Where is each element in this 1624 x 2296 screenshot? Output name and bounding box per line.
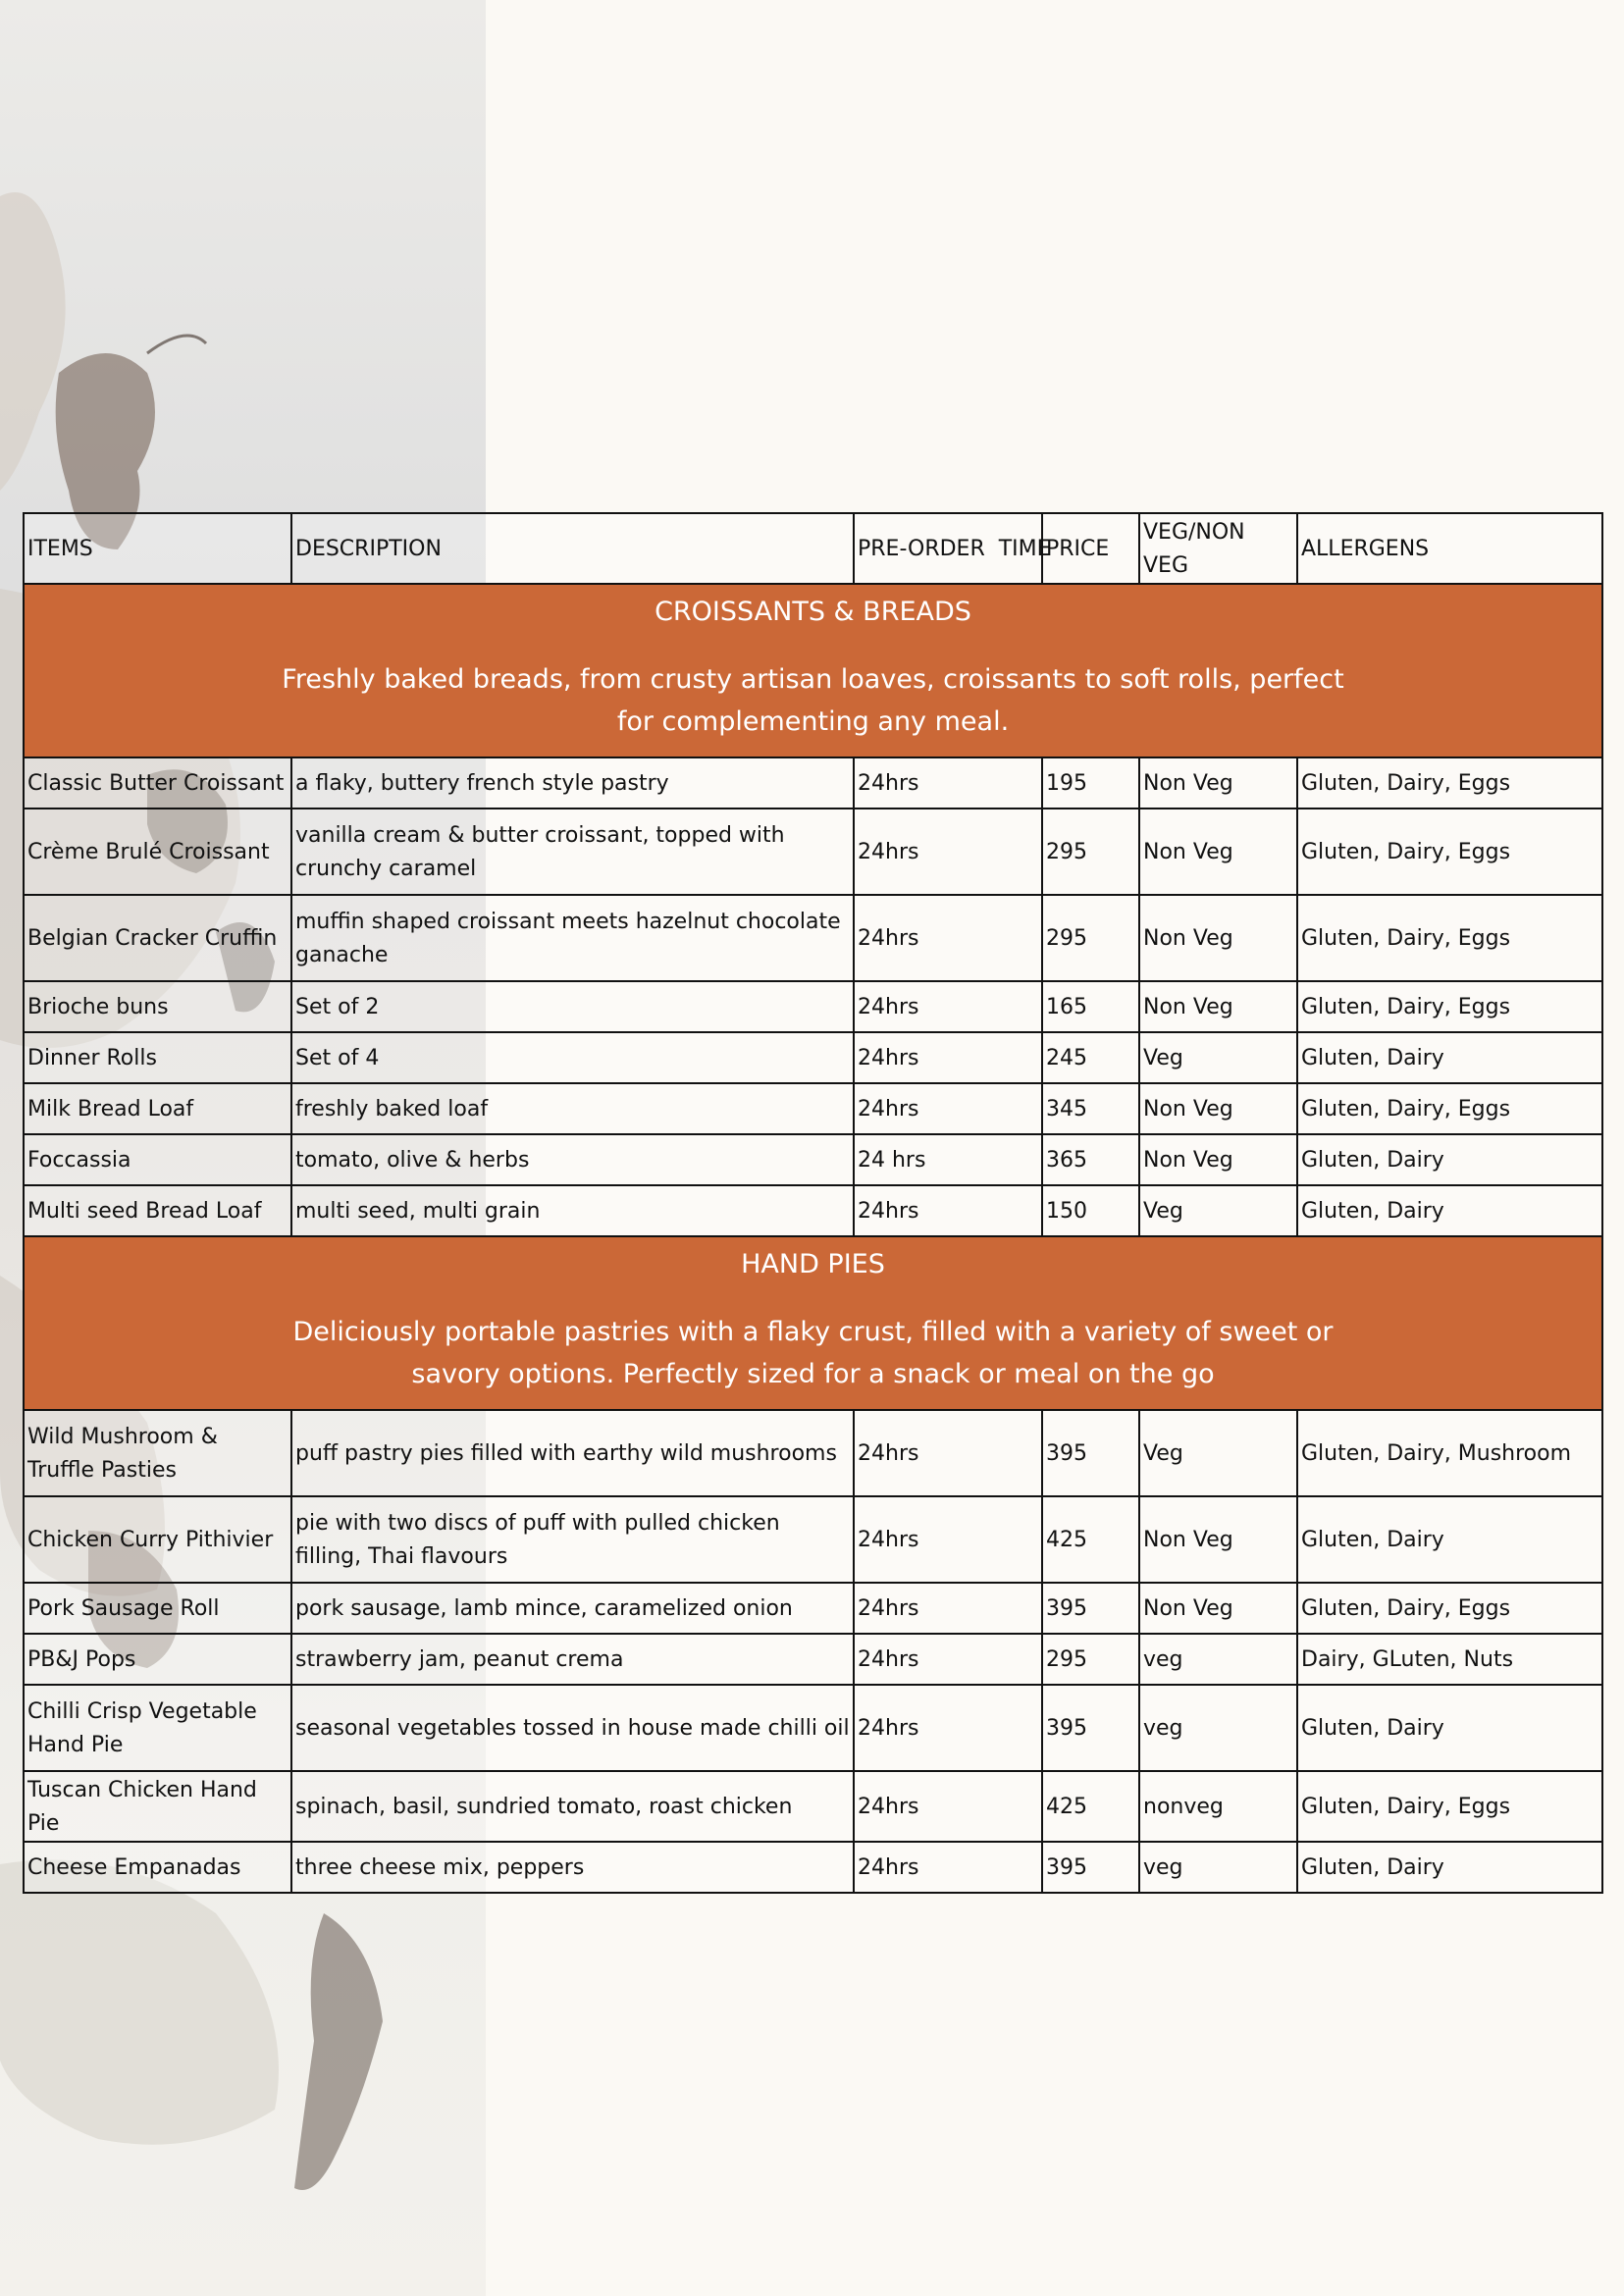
table-row: [24, 1032, 1602, 1083]
item-preorder-time: 24hrs: [854, 1410, 1042, 1496]
item-allergens: Gluten, Dairy: [1297, 1496, 1602, 1583]
item-preorder-time: 24hrs: [854, 1583, 1042, 1634]
item-description: seasonal vegetables tossed in house made chilli oil: [291, 1685, 854, 1771]
item-description: a flaky, buttery french style pastry: [291, 757, 854, 809]
item-allergens: Gluten, Dairy, Mushroom: [1297, 1410, 1602, 1496]
item-allergens: Gluten, Dairy, Eggs: [1297, 981, 1602, 1032]
section-header-row: [24, 584, 1602, 757]
item-name: Wild Mushroom & Truffle Pasties: [24, 1410, 291, 1496]
header-veg-non-veg: VEG/NON VEG: [1139, 513, 1297, 584]
item-description: muffin shaped croissant meets hazelnut chocolate ganache: [291, 895, 854, 981]
item-veg-type: Veg: [1139, 1185, 1297, 1236]
table-row: [24, 981, 1602, 1032]
item-price: 165: [1042, 981, 1139, 1032]
item-preorder-time: 24hrs: [854, 981, 1042, 1032]
table-row: [24, 895, 1602, 981]
item-name: Crème Brulé Croissant: [24, 809, 291, 895]
item-veg-type: Non Veg: [1139, 981, 1297, 1032]
header-preorder-time: PRE-ORDER TIME: [854, 513, 1042, 584]
item-veg-type: Non Veg: [1139, 1134, 1297, 1185]
item-description: pie with two discs of puff with pulled chicken filling, Thai flavours: [291, 1496, 854, 1583]
item-allergens: Gluten, Dairy, Eggs: [1297, 1583, 1602, 1634]
table-row: [24, 1134, 1602, 1185]
table-row: [24, 1634, 1602, 1685]
item-price: 345: [1042, 1083, 1139, 1134]
item-name: PB&J Pops: [24, 1634, 291, 1685]
item-price: 395: [1042, 1842, 1139, 1893]
table-row: [24, 757, 1602, 809]
table-row: [24, 1583, 1602, 1634]
item-description: Set of 4: [291, 1032, 854, 1083]
item-description: vanilla cream & butter croissant, topped with crunchy caramel: [291, 809, 854, 895]
item-price: 295: [1042, 895, 1139, 981]
item-preorder-time: 24hrs: [854, 1771, 1042, 1842]
item-price: 195: [1042, 757, 1139, 809]
item-name: Chilli Crisp Vegetable Hand Pie: [24, 1685, 291, 1771]
item-veg-type: Non Veg: [1139, 1083, 1297, 1134]
section-description: Deliciously portable pastries with a flaky crust, filled with a variety of sweet or savory options. Perfectly sized for a snack or meal on the go: [292, 1317, 1334, 1389]
item-preorder-time: 24hrs: [854, 1842, 1042, 1893]
item-preorder-time: 24 hrs: [854, 1134, 1042, 1185]
header-allergens: ALLERGENS: [1297, 513, 1602, 584]
table-row: [24, 1842, 1602, 1893]
item-description: spinach, basil, sundried tomato, roast chicken: [291, 1771, 854, 1842]
item-description: strawberry jam, peanut crema: [291, 1634, 854, 1685]
item-veg-type: Non Veg: [1139, 757, 1297, 809]
item-description: Set of 2: [291, 981, 854, 1032]
item-preorder-time: 24hrs: [854, 1032, 1042, 1083]
header-items: ITEMS: [24, 513, 291, 584]
item-description: puff pastry pies filled with earthy wild mushrooms: [291, 1410, 854, 1496]
section-band-hand-pies: [24, 1236, 1602, 1410]
item-preorder-time: 24hrs: [854, 1685, 1042, 1771]
item-allergens: Dairy, GLuten, Nuts: [1297, 1634, 1602, 1685]
item-allergens: Gluten, Dairy: [1297, 1185, 1602, 1236]
table-row: [24, 1185, 1602, 1236]
item-description: freshly baked loaf: [291, 1083, 854, 1134]
item-name: Foccassia: [24, 1134, 291, 1185]
item-preorder-time: 24hrs: [854, 1634, 1042, 1685]
item-allergens: Gluten, Dairy: [1297, 1842, 1602, 1893]
item-description: tomato, olive & herbs: [291, 1134, 854, 1185]
item-name: Classic Butter Croissant: [24, 757, 291, 809]
item-description: three cheese mix, peppers: [291, 1842, 854, 1893]
item-name: Tuscan Chicken Hand Pie: [24, 1771, 291, 1842]
item-veg-type: Non Veg: [1139, 1496, 1297, 1583]
item-preorder-time: 24hrs: [854, 1496, 1042, 1583]
item-price: 395: [1042, 1583, 1139, 1634]
item-veg-type: veg: [1139, 1634, 1297, 1685]
item-preorder-time: 24hrs: [854, 1185, 1042, 1236]
item-name: Brioche buns: [24, 981, 291, 1032]
header-price: PRICE: [1042, 513, 1139, 584]
item-price: 245: [1042, 1032, 1139, 1083]
item-name: Belgian Cracker Cruffin: [24, 895, 291, 981]
item-allergens: Gluten, Dairy, Eggs: [1297, 757, 1602, 809]
section-band-croissants: [24, 584, 1602, 757]
item-allergens: Gluten, Dairy: [1297, 1134, 1602, 1185]
item-price: 395: [1042, 1410, 1139, 1496]
item-veg-type: veg: [1139, 1842, 1297, 1893]
item-description: multi seed, multi grain: [291, 1185, 854, 1236]
item-allergens: Gluten, Dairy, Eggs: [1297, 809, 1602, 895]
section-title: HAND PIES: [741, 1249, 885, 1279]
item-veg-type: Non Veg: [1139, 895, 1297, 981]
item-name: Chicken Curry Pithivier: [24, 1496, 291, 1583]
table-header-row: [24, 513, 1602, 584]
item-veg-type: Non Veg: [1139, 809, 1297, 895]
item-preorder-time: 24hrs: [854, 757, 1042, 809]
item-veg-type: Veg: [1139, 1032, 1297, 1083]
item-name: Dinner Rolls: [24, 1032, 291, 1083]
menu-table: [23, 512, 1603, 1894]
section-description: Freshly baked breads, from crusty artisan loaves, croissants to soft rolls, perfect for complementing any meal.: [282, 664, 1344, 737]
item-price: 295: [1042, 809, 1139, 895]
item-veg-type: Non Veg: [1139, 1583, 1297, 1634]
table-row: [24, 1496, 1602, 1583]
item-price: 295: [1042, 1634, 1139, 1685]
item-price: 395: [1042, 1685, 1139, 1771]
table-row: [24, 1771, 1602, 1842]
item-veg-type: nonveg: [1139, 1771, 1297, 1842]
item-description: pork sausage, lamb mince, caramelized onion: [291, 1583, 854, 1634]
item-name: Milk Bread Loaf: [24, 1083, 291, 1134]
item-name: Multi seed Bread Loaf: [24, 1185, 291, 1236]
item-price: 365: [1042, 1134, 1139, 1185]
item-price: 425: [1042, 1771, 1139, 1842]
item-price: 425: [1042, 1496, 1139, 1583]
item-preorder-time: 24hrs: [854, 1083, 1042, 1134]
item-allergens: Gluten, Dairy, Eggs: [1297, 1771, 1602, 1842]
item-name: Pork Sausage Roll: [24, 1583, 291, 1634]
section-title: CROISSANTS & BREADS: [655, 597, 971, 627]
section-header-row: [24, 1236, 1602, 1410]
table-row: [24, 1083, 1602, 1134]
item-price: 150: [1042, 1185, 1139, 1236]
table-row: [24, 1410, 1602, 1496]
table-row: [24, 809, 1602, 895]
item-allergens: Gluten, Dairy, Eggs: [1297, 1083, 1602, 1134]
table-row: [24, 1685, 1602, 1771]
item-preorder-time: 24hrs: [854, 895, 1042, 981]
item-allergens: Gluten, Dairy: [1297, 1032, 1602, 1083]
header-description: DESCRIPTION: [291, 513, 854, 584]
item-preorder-time: 24hrs: [854, 809, 1042, 895]
item-allergens: Gluten, Dairy, Eggs: [1297, 895, 1602, 981]
item-veg-type: Veg: [1139, 1410, 1297, 1496]
item-allergens: Gluten, Dairy: [1297, 1685, 1602, 1771]
item-veg-type: veg: [1139, 1685, 1297, 1771]
item-name: Cheese Empanadas: [24, 1842, 291, 1893]
